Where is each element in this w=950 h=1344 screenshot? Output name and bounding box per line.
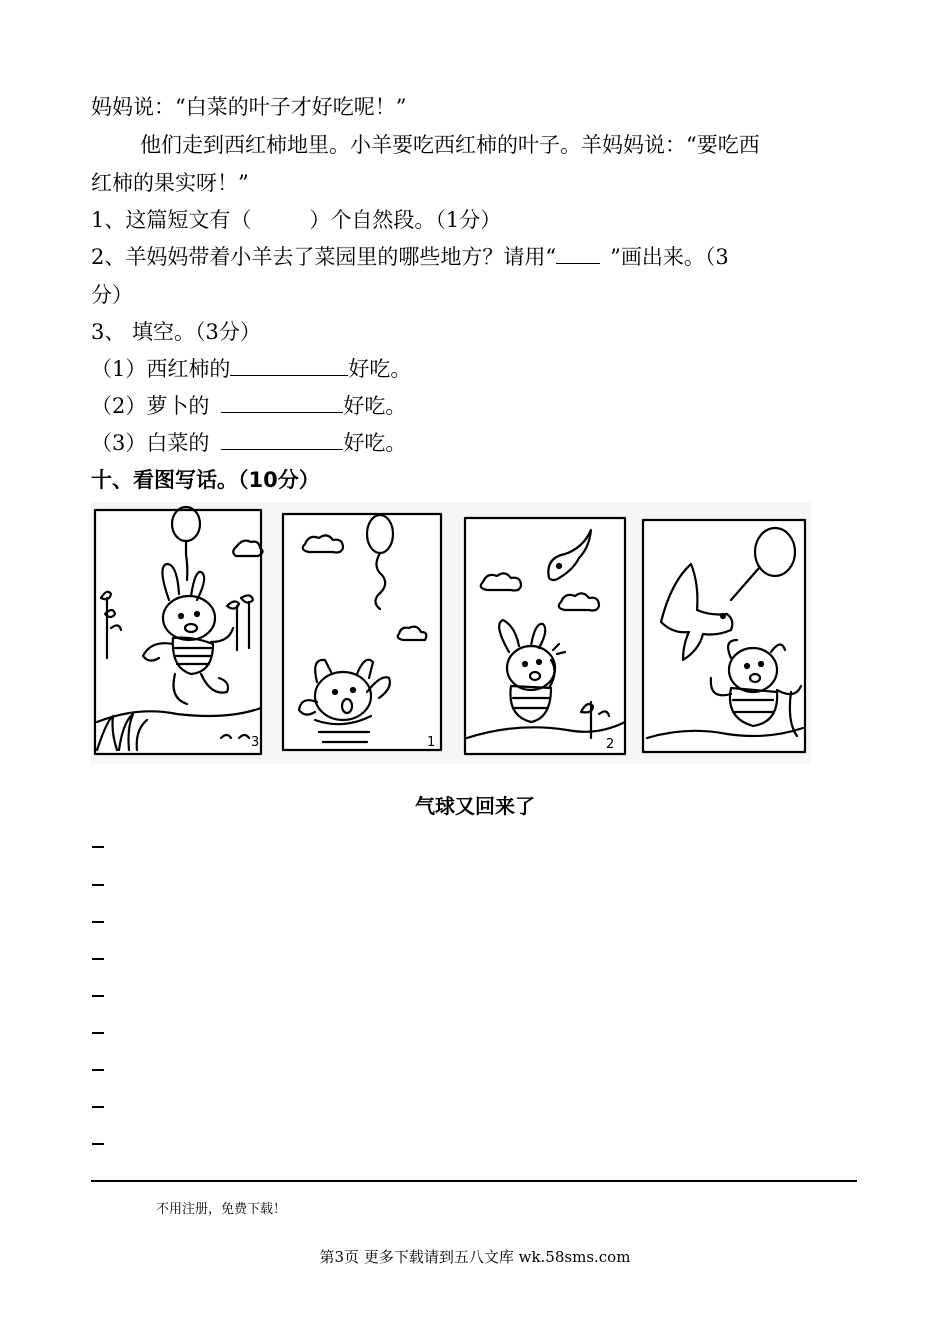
writing-line[interactable] bbox=[92, 995, 104, 997]
question-3: 3、 填空。（3分） bbox=[91, 320, 261, 344]
writing-line[interactable] bbox=[92, 1032, 104, 1034]
fill-blank-3-suffix: 好吃。 bbox=[343, 431, 407, 455]
panel-number-1: 1 bbox=[427, 735, 436, 750]
question-2-line-2: 分） bbox=[91, 283, 133, 307]
question-2-part1: 2、羊妈妈带着小羊去了菜园里的哪些地方？请用“ bbox=[91, 245, 557, 269]
underline-sample bbox=[556, 243, 600, 264]
writing-line[interactable] bbox=[92, 1069, 104, 1071]
writing-line[interactable] bbox=[92, 1143, 104, 1145]
fill-blank-1-prefix: （1）西红柿的 bbox=[91, 357, 231, 381]
panel-number-2: 2 bbox=[606, 737, 615, 752]
fill-blank-2-line[interactable] bbox=[221, 392, 343, 413]
writing-line[interactable] bbox=[92, 846, 104, 848]
page-footer: 第3页 更多下载请到五八文库 wk.58sms.com bbox=[319, 1248, 631, 1266]
fill-blank-1-line[interactable] bbox=[230, 355, 348, 376]
fill-blank-2-suffix: 好吃。 bbox=[343, 394, 407, 418]
question-2-part2: ”画出来。（3 bbox=[610, 245, 729, 269]
question-1-after: ）个自然段。（1分） bbox=[309, 208, 502, 232]
fill-blank-3 bbox=[91, 428, 406, 458]
question-2 bbox=[91, 242, 729, 272]
comic-panel-4 bbox=[643, 520, 805, 752]
fill-blank-1 bbox=[91, 354, 411, 384]
fill-blank-1-suffix: 好吃。 bbox=[348, 357, 412, 381]
footer-divider bbox=[91, 1180, 857, 1182]
section-ten-heading: 十、看图写话。（10分） bbox=[91, 468, 320, 492]
passage-line-1: 妈妈说：“白菜的叶子才好吃呢！” bbox=[91, 95, 407, 119]
writing-line[interactable] bbox=[92, 884, 104, 886]
passage-line-2: 他们走到西红柿地里。小羊要吃西红柿的叶子。羊妈妈说：“要吃西 bbox=[140, 133, 760, 157]
question-1-before: 1、这篇短文有（ bbox=[91, 208, 252, 232]
story-title: 气球又回来了 bbox=[415, 794, 535, 818]
fill-blank-3-line[interactable] bbox=[221, 429, 343, 450]
question-1 bbox=[91, 205, 501, 235]
comic-panel-2 bbox=[283, 514, 441, 750]
fill-blank-3-prefix: （3）白菜的 bbox=[91, 431, 210, 455]
fill-blank-2 bbox=[91, 391, 406, 421]
writing-line[interactable] bbox=[92, 958, 104, 960]
writing-line[interactable] bbox=[92, 921, 104, 923]
passage-line-3: 红柿的果实呀！” bbox=[91, 171, 249, 195]
comic-panel-1 bbox=[95, 507, 263, 754]
comic-panel-3 bbox=[465, 518, 625, 754]
footer-note: 不用注册，免费下载！ bbox=[156, 1202, 287, 1217]
writing-line[interactable] bbox=[92, 1106, 104, 1108]
comic-strip-illustration bbox=[91, 502, 811, 764]
fill-blank-2-prefix: （2）萝卜的 bbox=[91, 394, 210, 418]
panel-number-3: 3 bbox=[251, 735, 260, 750]
